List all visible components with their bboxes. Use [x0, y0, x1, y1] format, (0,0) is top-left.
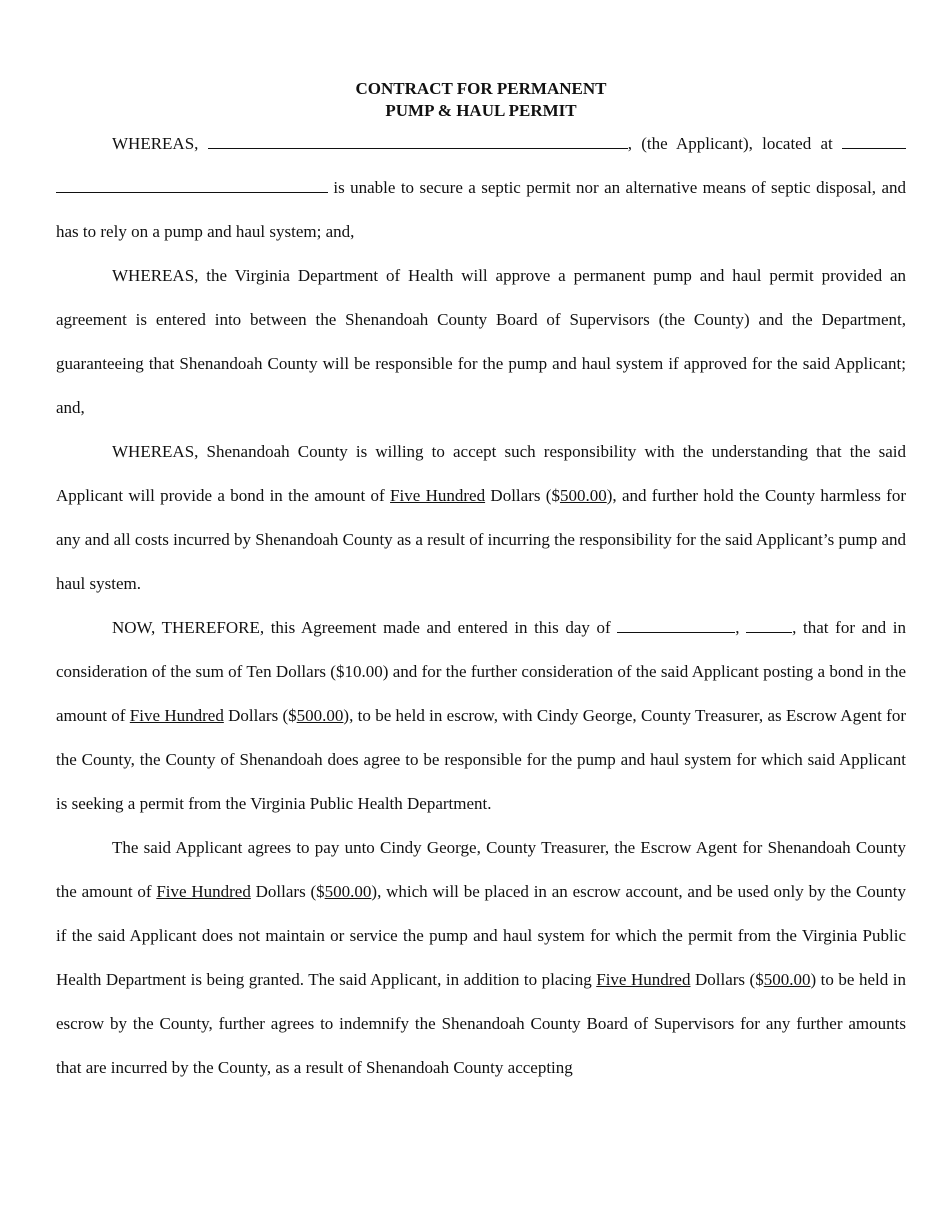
bond-amount-words: Five Hundred	[129, 706, 224, 725]
paragraph-4-text-b: , that for and in consideration of the sum of Ten Dollars ($10.00) and for the further consideration of the said Applicant posting a bond in the amount of	[56, 618, 906, 725]
location-blank-1[interactable]	[842, 133, 906, 149]
paragraph-5-text-e: ) to be held in escrow by the County, further agrees to indemnify the Shenandoah County Board of Supervisors for any further amounts that are incurred by the County, as a result of Shenandoah County accepting	[56, 970, 906, 1077]
paragraph-3-text-b: Dollars ($	[485, 486, 560, 505]
title-line-1: CONTRACT FOR PERMANENT	[355, 79, 607, 98]
applicant-suffix: , (the Applicant), located at	[627, 134, 833, 153]
whereas-keyword: WHEREAS,	[112, 134, 199, 153]
title-line-2: PUMP & HAUL PERMIT	[385, 101, 577, 120]
location-blank-2[interactable]	[56, 177, 328, 193]
date-day-blank[interactable]	[617, 617, 735, 633]
paragraph-whereas-county	[56, 430, 906, 606]
paragraph-5-text-c: ), which will be placed in an escrow account, and be used only by the County if the said Applicant does not maintain or service the pump and haul system for which the permit from the Virginia Public Health Department is being granted. The said Applicant, in addition to placing	[56, 882, 907, 989]
whereas-keyword-bold: WHEREAS,	[112, 266, 199, 285]
paragraph-whereas-health-dept	[56, 254, 906, 430]
bond-amount-number: 500.00	[296, 706, 344, 725]
date-blanks	[617, 618, 792, 637]
escrow-amount-words-2: Five Hundred	[596, 970, 691, 989]
escrow-amount-number-2: 500.00	[763, 970, 811, 989]
paragraph-2-text: the Virginia Department of Health will approve a permanent pump and haul permit provided an agreement is entered into between the Shenandoah County Board of Supervisors (the County) and the Department, guaranteeing that Shenandoah County will be responsible for the pump and haul system if approved for the said Applicant; and,	[56, 266, 906, 417]
bond-amount-number: 500.00	[559, 486, 607, 505]
paragraph-applicant-agrees	[56, 826, 906, 1090]
paragraph-4-text-a: NOW, THEREFORE, this Agreement made and entered in this day of	[112, 618, 618, 637]
escrow-amount-number: 500.00	[324, 882, 372, 901]
paragraph-whereas-applicant	[56, 122, 906, 254]
bond-amount-words: Five Hundred	[390, 486, 486, 505]
paragraph-3-text-a: WHEREAS, Shenandoah County is willing to accept such responsibility with the understanding that the said Applicant will provide a bond in the amount of	[56, 442, 906, 505]
paragraph-now-therefore	[56, 606, 906, 826]
escrow-amount-words: Five Hundred	[156, 882, 251, 901]
paragraph-3-text-c: ), and further hold the County harmless for any and all costs incurred by Shenandoah County as a result of incurring the responsibility for the said Applicant’s pump and haul system.	[56, 486, 906, 593]
paragraph-5-text-a: The said Applicant agrees to pay unto Cindy George, County Treasurer, the Escrow Agent for Shenandoah County the amount of	[56, 838, 906, 901]
paragraph-5-text-d: Dollars ($	[690, 970, 764, 989]
paragraph-5-text-b: Dollars ($	[250, 882, 325, 901]
applicant-name-blank[interactable]	[208, 133, 628, 149]
paragraph-4-text-c: Dollars ($	[223, 706, 297, 725]
paragraph-4-text-d: ), to be held in escrow, with Cindy George, County Treasurer, as Escrow Agent for the County, the County of Shenandoah does agree to be responsible for the pump and haul system for which said Applicant is seeking a permit from the Virginia Public Health Department.	[56, 706, 906, 813]
document-page	[56, 78, 906, 1090]
date-comma: ,	[735, 618, 740, 637]
paragraph-1-tail: is unable to secure a septic permit nor an alternative means of septic disposal, and has to rely on a pump and haul system; and,	[56, 178, 906, 241]
document-title	[56, 78, 906, 122]
date-year-blank[interactable]	[746, 617, 792, 633]
